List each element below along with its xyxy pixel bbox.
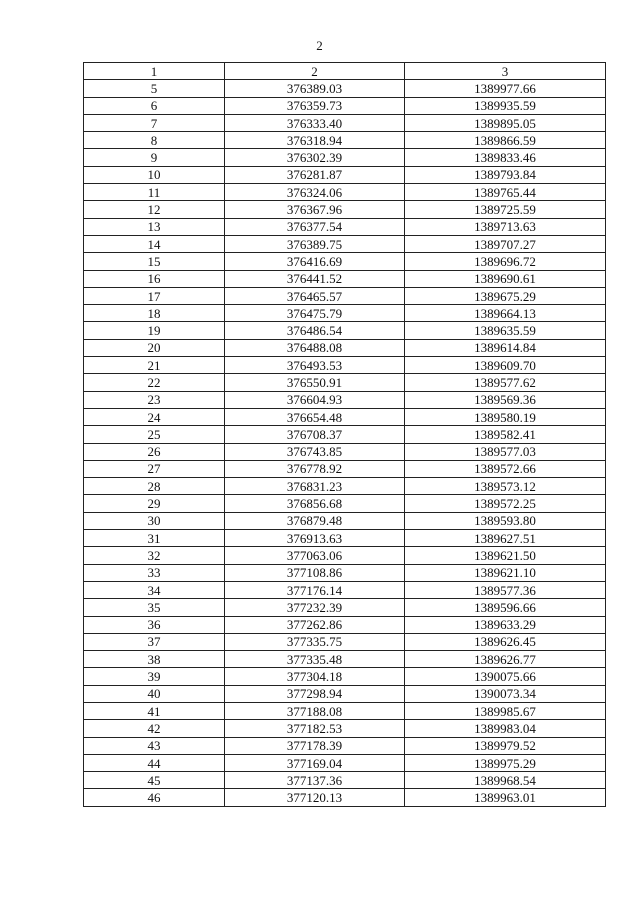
x-coordinate-cell: 376913.63: [225, 530, 405, 547]
point-number-cell: 27: [84, 460, 225, 477]
table-row: [84, 616, 606, 633]
x-coordinate-cell: 377178.39: [225, 737, 405, 754]
y-coordinate-cell: 1389577.36: [405, 581, 606, 598]
point-number-cell: 37: [84, 633, 225, 650]
y-coordinate-cell: 1389968.54: [405, 772, 606, 789]
point-number-cell: 12: [84, 201, 225, 218]
table-row: [84, 651, 606, 668]
table-row: [84, 685, 606, 702]
x-coordinate-cell: 376441.52: [225, 270, 405, 287]
point-number-cell: 26: [84, 443, 225, 460]
point-number-cell: 7: [84, 114, 225, 131]
x-coordinate-cell: 376389.03: [225, 80, 405, 97]
table-row: [84, 599, 606, 616]
point-number-cell: 40: [84, 685, 225, 702]
point-number-cell: 25: [84, 426, 225, 443]
point-number-cell: 34: [84, 581, 225, 598]
y-coordinate-cell: 1389707.27: [405, 235, 606, 252]
x-coordinate-cell: 376302.39: [225, 149, 405, 166]
table-row: [84, 772, 606, 789]
table-row: [84, 287, 606, 304]
table-row: [84, 564, 606, 581]
y-coordinate-cell: 1389895.05: [405, 114, 606, 131]
point-number-cell: 35: [84, 599, 225, 616]
table-row: [84, 720, 606, 737]
table-row: [84, 426, 606, 443]
y-coordinate-cell: 1389977.66: [405, 80, 606, 97]
x-coordinate-cell: 377262.86: [225, 616, 405, 633]
table-row: [84, 581, 606, 598]
y-coordinate-cell: 1389725.59: [405, 201, 606, 218]
x-coordinate-cell: 377232.39: [225, 599, 405, 616]
y-coordinate-cell: 1389577.62: [405, 374, 606, 391]
x-coordinate-cell: 377176.14: [225, 581, 405, 598]
table-row: [84, 166, 606, 183]
x-coordinate-cell: 377298.94: [225, 685, 405, 702]
x-coordinate-cell: 377063.06: [225, 547, 405, 564]
point-number-cell: 38: [84, 651, 225, 668]
x-coordinate-cell: 376324.06: [225, 184, 405, 201]
table-row: [84, 737, 606, 754]
x-coordinate-cell: 377188.08: [225, 702, 405, 719]
table-row: [84, 218, 606, 235]
point-number-cell: 32: [84, 547, 225, 564]
coordinates-table: [83, 62, 606, 807]
y-coordinate-cell: 1389985.67: [405, 702, 606, 719]
y-coordinate-cell: 1389833.46: [405, 149, 606, 166]
y-coordinate-cell: 1389596.66: [405, 599, 606, 616]
table-row: [84, 357, 606, 374]
table-row: [84, 132, 606, 149]
y-coordinate-cell: 1389626.77: [405, 651, 606, 668]
x-coordinate-cell: 376743.85: [225, 443, 405, 460]
table-row: [84, 391, 606, 408]
x-coordinate-cell: 376318.94: [225, 132, 405, 149]
point-number-cell: 16: [84, 270, 225, 287]
table-row: [84, 754, 606, 771]
y-coordinate-cell: 1389633.29: [405, 616, 606, 633]
y-coordinate-cell: 1389979.52: [405, 737, 606, 754]
table-row: [84, 443, 606, 460]
y-coordinate-cell: 1389664.13: [405, 305, 606, 322]
table-row: [84, 80, 606, 97]
table-row: [84, 495, 606, 512]
y-coordinate-cell: 1389866.59: [405, 132, 606, 149]
table-row: [84, 460, 606, 477]
point-number-cell: 15: [84, 253, 225, 270]
point-number-cell: 30: [84, 512, 225, 529]
point-number-cell: 20: [84, 339, 225, 356]
x-coordinate-cell: 376493.53: [225, 357, 405, 374]
table-row: [84, 478, 606, 495]
x-coordinate-cell: 376879.48: [225, 512, 405, 529]
x-coordinate-cell: 376486.54: [225, 322, 405, 339]
y-coordinate-cell: 1389573.12: [405, 478, 606, 495]
y-coordinate-cell: 1389621.10: [405, 564, 606, 581]
y-coordinate-cell: 1390073.34: [405, 685, 606, 702]
table-row: [84, 633, 606, 650]
y-coordinate-cell: 1389626.45: [405, 633, 606, 650]
x-coordinate-cell: 376475.79: [225, 305, 405, 322]
x-coordinate-cell: 376654.48: [225, 408, 405, 425]
point-number-cell: 9: [84, 149, 225, 166]
point-number-cell: 23: [84, 391, 225, 408]
point-number-cell: 44: [84, 754, 225, 771]
table-row: [84, 408, 606, 425]
point-number-cell: 28: [84, 478, 225, 495]
y-coordinate-cell: 1389577.03: [405, 443, 606, 460]
point-number-cell: 41: [84, 702, 225, 719]
y-coordinate-cell: 1389713.63: [405, 218, 606, 235]
x-coordinate-cell: 376416.69: [225, 253, 405, 270]
x-coordinate-cell: 376604.93: [225, 391, 405, 408]
x-coordinate-cell: 377182.53: [225, 720, 405, 737]
table-row: [84, 97, 606, 114]
x-coordinate-cell: 376281.87: [225, 166, 405, 183]
y-coordinate-cell: 1389627.51: [405, 530, 606, 547]
y-coordinate-cell: 1389793.84: [405, 166, 606, 183]
point-number-cell: 24: [84, 408, 225, 425]
header-cell-1: 1: [84, 63, 225, 80]
y-coordinate-cell: 1389569.36: [405, 391, 606, 408]
table-row: [84, 668, 606, 685]
point-number-cell: 39: [84, 668, 225, 685]
table-row: [84, 702, 606, 719]
coordinates-table-body: [84, 63, 606, 807]
point-number-cell: 46: [84, 789, 225, 806]
point-number-cell: 18: [84, 305, 225, 322]
header-cell-2: 2: [225, 63, 405, 80]
point-number-cell: 14: [84, 235, 225, 252]
y-coordinate-cell: 1389690.61: [405, 270, 606, 287]
y-coordinate-cell: 1389975.29: [405, 754, 606, 771]
table-row: [84, 114, 606, 131]
table-row: [84, 512, 606, 529]
x-coordinate-cell: 376856.68: [225, 495, 405, 512]
table-row: [84, 547, 606, 564]
y-coordinate-cell: 1389609.70: [405, 357, 606, 374]
y-coordinate-cell: 1389580.19: [405, 408, 606, 425]
y-coordinate-cell: 1389572.66: [405, 460, 606, 477]
y-coordinate-cell: 1389593.80: [405, 512, 606, 529]
header-cell-3: 3: [405, 63, 606, 80]
point-number-cell: 8: [84, 132, 225, 149]
table-row: [84, 235, 606, 252]
point-number-cell: 33: [84, 564, 225, 581]
y-coordinate-cell: 1389935.59: [405, 97, 606, 114]
y-coordinate-cell: 1389983.04: [405, 720, 606, 737]
page-number: 2: [316, 38, 323, 53]
point-number-cell: 5: [84, 80, 225, 97]
y-coordinate-cell: 1389614.84: [405, 339, 606, 356]
table-row: [84, 149, 606, 166]
y-coordinate-cell: 1389572.25: [405, 495, 606, 512]
table-row: [84, 530, 606, 547]
y-coordinate-cell: 1389582.41: [405, 426, 606, 443]
point-number-cell: 22: [84, 374, 225, 391]
x-coordinate-cell: 377335.75: [225, 633, 405, 650]
point-number-cell: 17: [84, 287, 225, 304]
point-number-cell: 19: [84, 322, 225, 339]
table-row: [84, 253, 606, 270]
y-coordinate-cell: 1389621.50: [405, 547, 606, 564]
table-row: [84, 201, 606, 218]
x-coordinate-cell: 377120.13: [225, 789, 405, 806]
x-coordinate-cell: 376333.40: [225, 114, 405, 131]
table-row: [84, 184, 606, 201]
x-coordinate-cell: 376708.37: [225, 426, 405, 443]
table-row: [84, 339, 606, 356]
point-number-cell: 11: [84, 184, 225, 201]
x-coordinate-cell: 376359.73: [225, 97, 405, 114]
y-coordinate-cell: 1389675.29: [405, 287, 606, 304]
table-row: [84, 322, 606, 339]
x-coordinate-cell: 376389.75: [225, 235, 405, 252]
x-coordinate-cell: 376550.91: [225, 374, 405, 391]
table-header-row: [84, 63, 606, 80]
x-coordinate-cell: 376778.92: [225, 460, 405, 477]
y-coordinate-cell: 1389963.01: [405, 789, 606, 806]
point-number-cell: 45: [84, 772, 225, 789]
point-number-cell: 21: [84, 357, 225, 374]
table-row: [84, 789, 606, 806]
point-number-cell: 31: [84, 530, 225, 547]
x-coordinate-cell: 376465.57: [225, 287, 405, 304]
x-coordinate-cell: 377335.48: [225, 651, 405, 668]
table-row: [84, 305, 606, 322]
point-number-cell: 36: [84, 616, 225, 633]
point-number-cell: 10: [84, 166, 225, 183]
point-number-cell: 43: [84, 737, 225, 754]
point-number-cell: 13: [84, 218, 225, 235]
x-coordinate-cell: 376488.08: [225, 339, 405, 356]
x-coordinate-cell: 376831.23: [225, 478, 405, 495]
y-coordinate-cell: 1389696.72: [405, 253, 606, 270]
point-number-cell: 29: [84, 495, 225, 512]
x-coordinate-cell: 377304.18: [225, 668, 405, 685]
x-coordinate-cell: 377137.36: [225, 772, 405, 789]
y-coordinate-cell: 1389765.44: [405, 184, 606, 201]
x-coordinate-cell: 377108.86: [225, 564, 405, 581]
y-coordinate-cell: 1390075.66: [405, 668, 606, 685]
table-row: [84, 270, 606, 287]
x-coordinate-cell: 376367.96: [225, 201, 405, 218]
y-coordinate-cell: 1389635.59: [405, 322, 606, 339]
point-number-cell: 6: [84, 97, 225, 114]
x-coordinate-cell: 376377.54: [225, 218, 405, 235]
table-row: [84, 374, 606, 391]
point-number-cell: 42: [84, 720, 225, 737]
x-coordinate-cell: 377169.04: [225, 754, 405, 771]
